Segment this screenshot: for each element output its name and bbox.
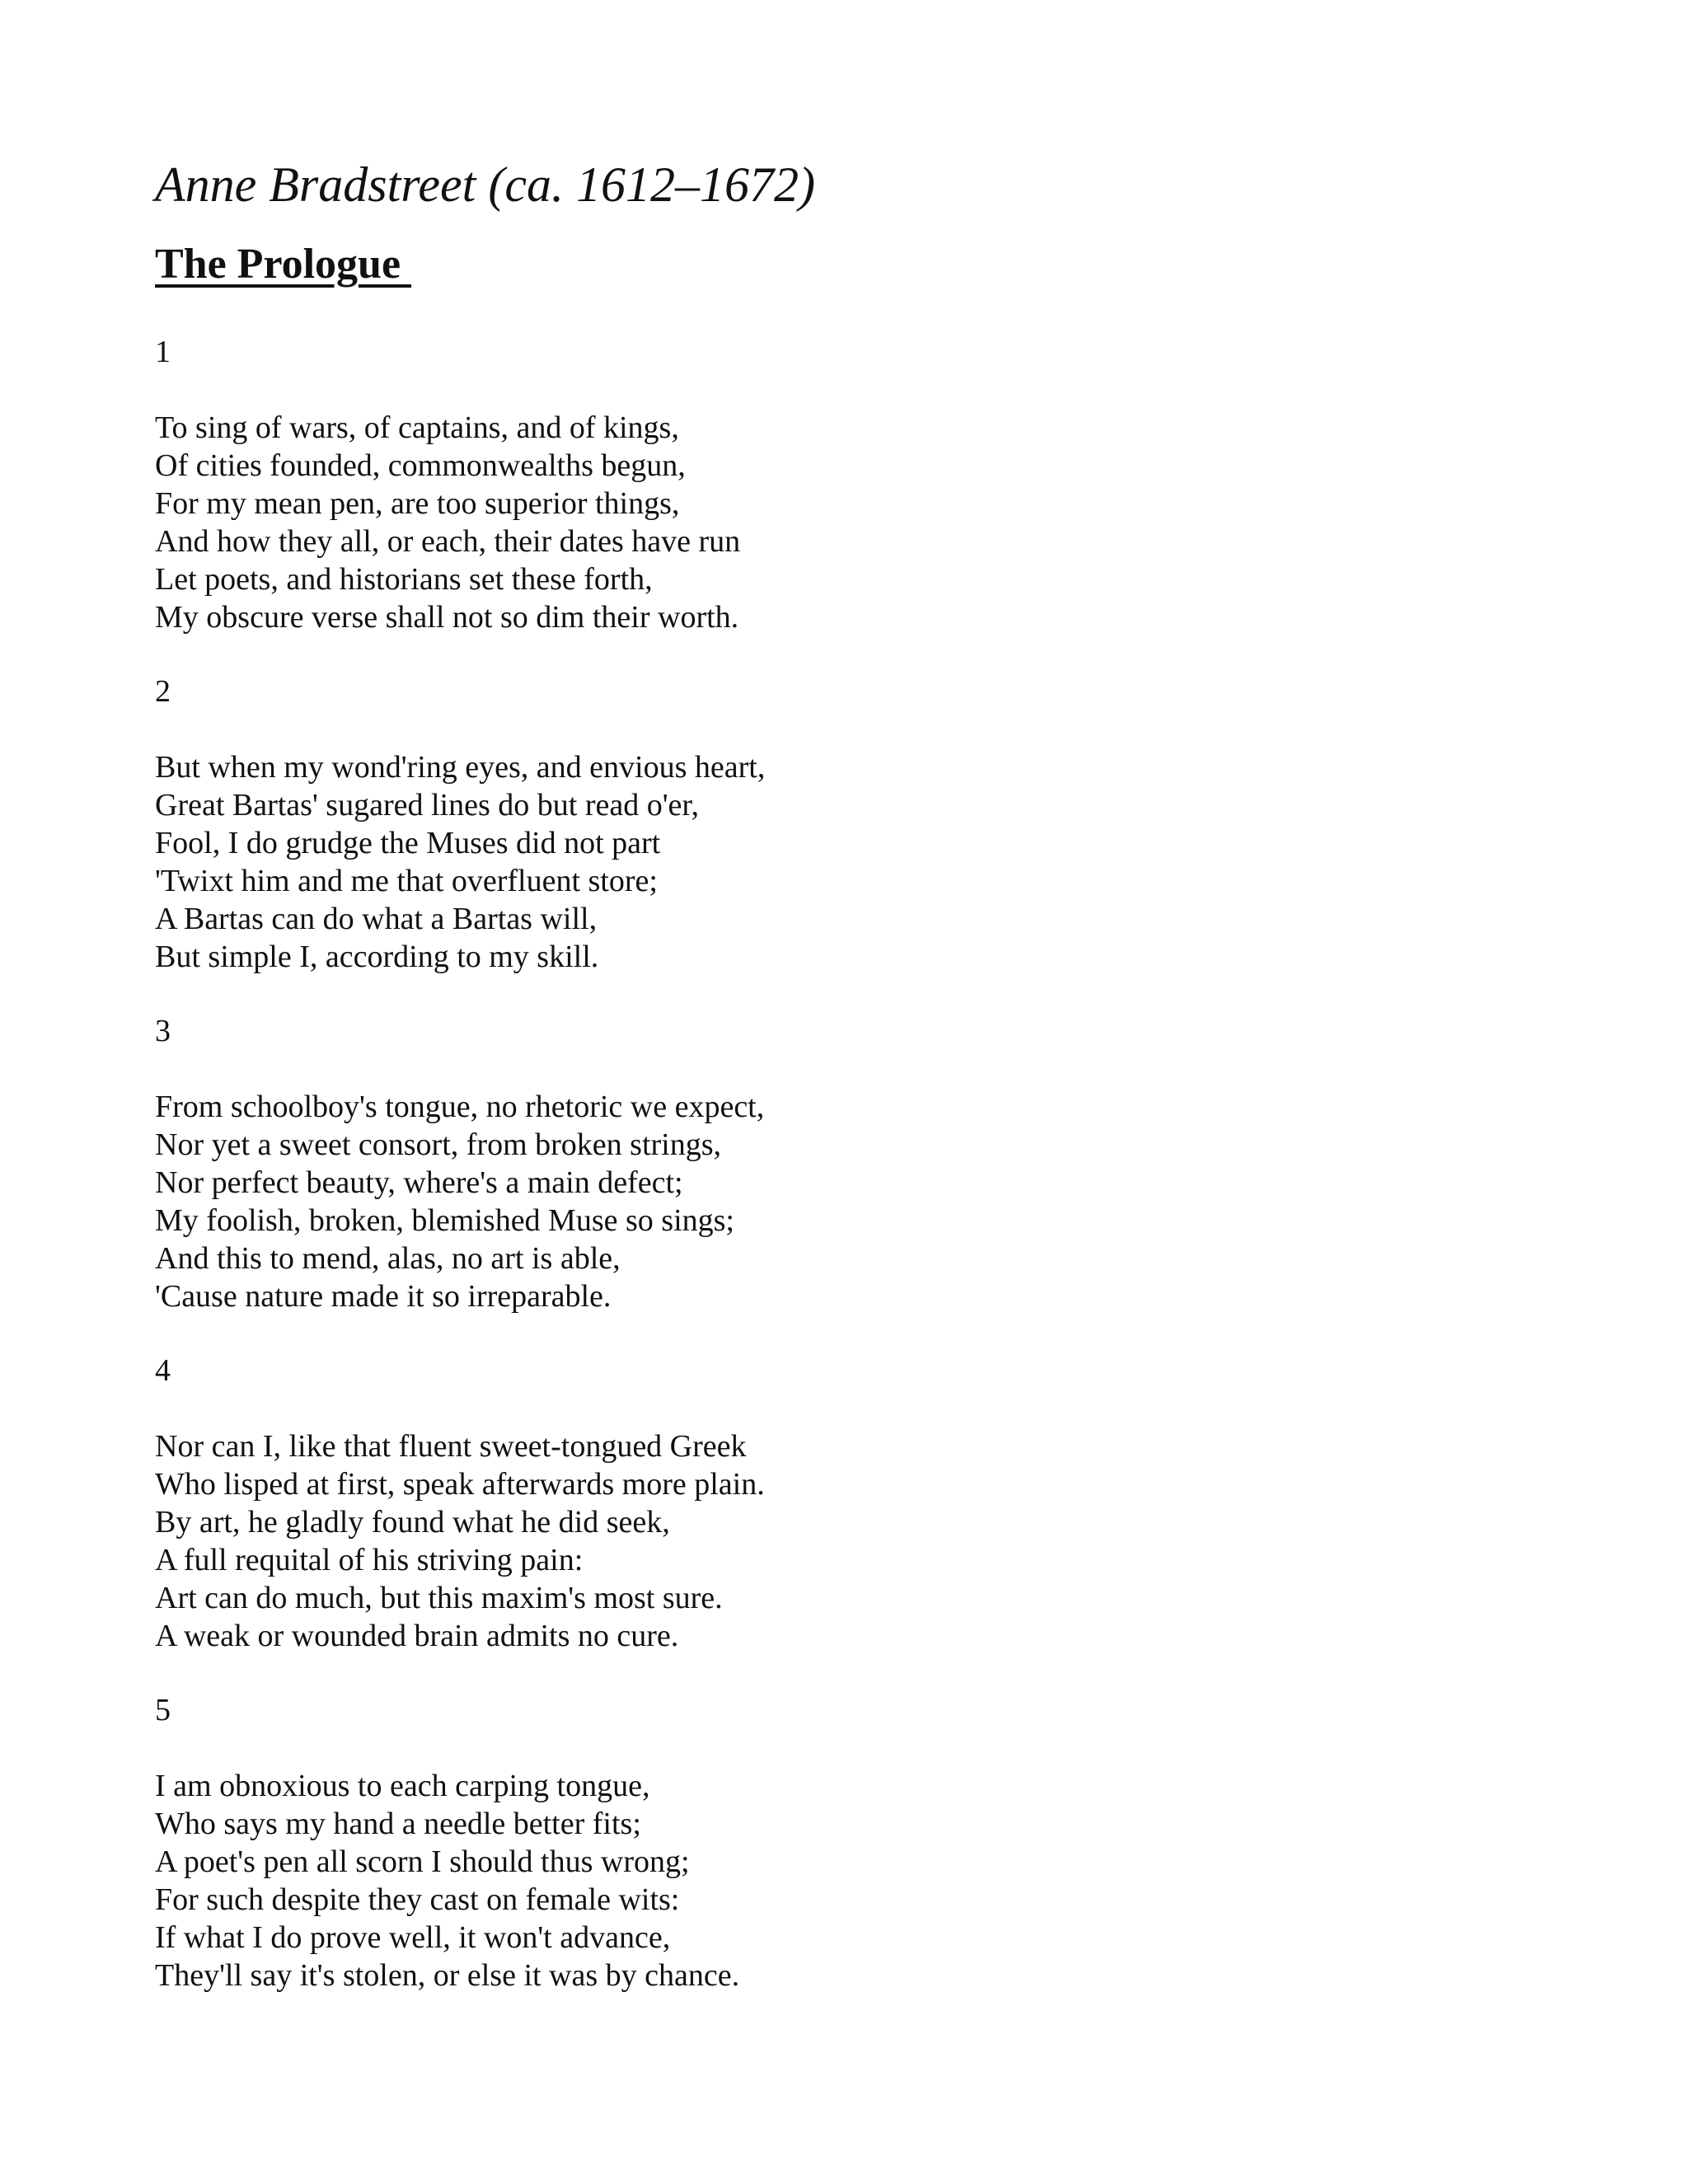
stanza-number: 5 [155, 1693, 171, 1727]
stanza-lines [155, 748, 1556, 976]
poem-line: Art can do much, but this maxim's most sure. [155, 1581, 723, 1615]
poem-line: Who says my hand a needle better fits; [155, 1807, 641, 1841]
poem-line: A full requital of his striving pain: [155, 1543, 584, 1577]
poem-line: By art, he gladly found what he did seek, [155, 1505, 670, 1540]
stanza-5 [155, 1691, 1556, 1994]
poem-line: For such despite they cast on female wits: [155, 1882, 680, 1917]
stanza-number: 4 [155, 1353, 171, 1388]
poem-line: But simple I, according to my skill. [155, 940, 599, 974]
poem-line: A poet's pen all scorn I should thus wrong; [155, 1844, 690, 1879]
stanza-number: 2 [155, 674, 171, 709]
stanza-4 [155, 1352, 1556, 1655]
poem-line: And how they all, or each, their dates have run [155, 524, 741, 559]
poem-line: To sing of wars, of captains, and of kings, [155, 410, 679, 445]
poem-line: A weak or wounded brain admits no cure. [155, 1619, 679, 1653]
poem-line: Let poets, and historians set these forth, [155, 562, 653, 597]
stanza-1 [155, 333, 1556, 636]
poem-line: They'll say it's stolen, or else it was by chance. [155, 1958, 740, 1993]
poem-line: And this to mend, alas, no art is able, [155, 1241, 621, 1276]
poem-line: Nor can I, like that fluent sweet-tongued Greek [155, 1429, 747, 1464]
poem-line: I am obnoxious to each carping tongue, [155, 1769, 650, 1803]
poem-line: A Bartas can do what a Bartas will, [155, 902, 598, 936]
author-heading: Anne Bradstreet (ca. 1612–1672) [155, 157, 815, 212]
poem-line: If what I do prove well, it won't advance, [155, 1920, 671, 1955]
poem-line: Great Bartas' sugared lines do but read o'er, [155, 788, 700, 823]
poem-line: 'Cause nature made it so irreparable. [155, 1279, 612, 1314]
poem-title: The Prologue [155, 241, 412, 288]
stanza-3 [155, 1012, 1556, 1315]
stanza-number: 1 [155, 335, 171, 369]
stanza-2 [155, 673, 1556, 976]
stanza-number: 3 [155, 1014, 171, 1048]
poem-line: Who lisped at first, speak afterwards more plain. [155, 1467, 765, 1502]
poem-line: Nor yet a sweet consort, from broken strings, [155, 1127, 722, 1162]
poem-line: My obscure verse shall not so dim their worth. [155, 600, 739, 635]
stanza-lines [155, 1427, 1556, 1655]
poem-line: From schoolboy's tongue, no rhetoric we expect, [155, 1090, 765, 1124]
poem-line: My foolish, broken, blemished Muse so sings; [155, 1203, 734, 1238]
stanza-lines [155, 409, 1556, 636]
stanza-lines [155, 1088, 1556, 1315]
poem-line: For my mean pen, are too superior things, [155, 486, 680, 521]
poem-line: Of cities founded, commonwealths begun, [155, 448, 686, 483]
poem-line: But when my wond'ring eyes, and envious heart, [155, 750, 766, 785]
poem-line: Fool, I do grudge the Muses did not part [155, 826, 661, 860]
document-content [155, 150, 1556, 1994]
stanza-lines [155, 1767, 1556, 1994]
poem-line: 'Twixt him and me that overfluent store; [155, 864, 658, 898]
poem-line: Nor perfect beauty, where's a main defect; [155, 1165, 683, 1200]
